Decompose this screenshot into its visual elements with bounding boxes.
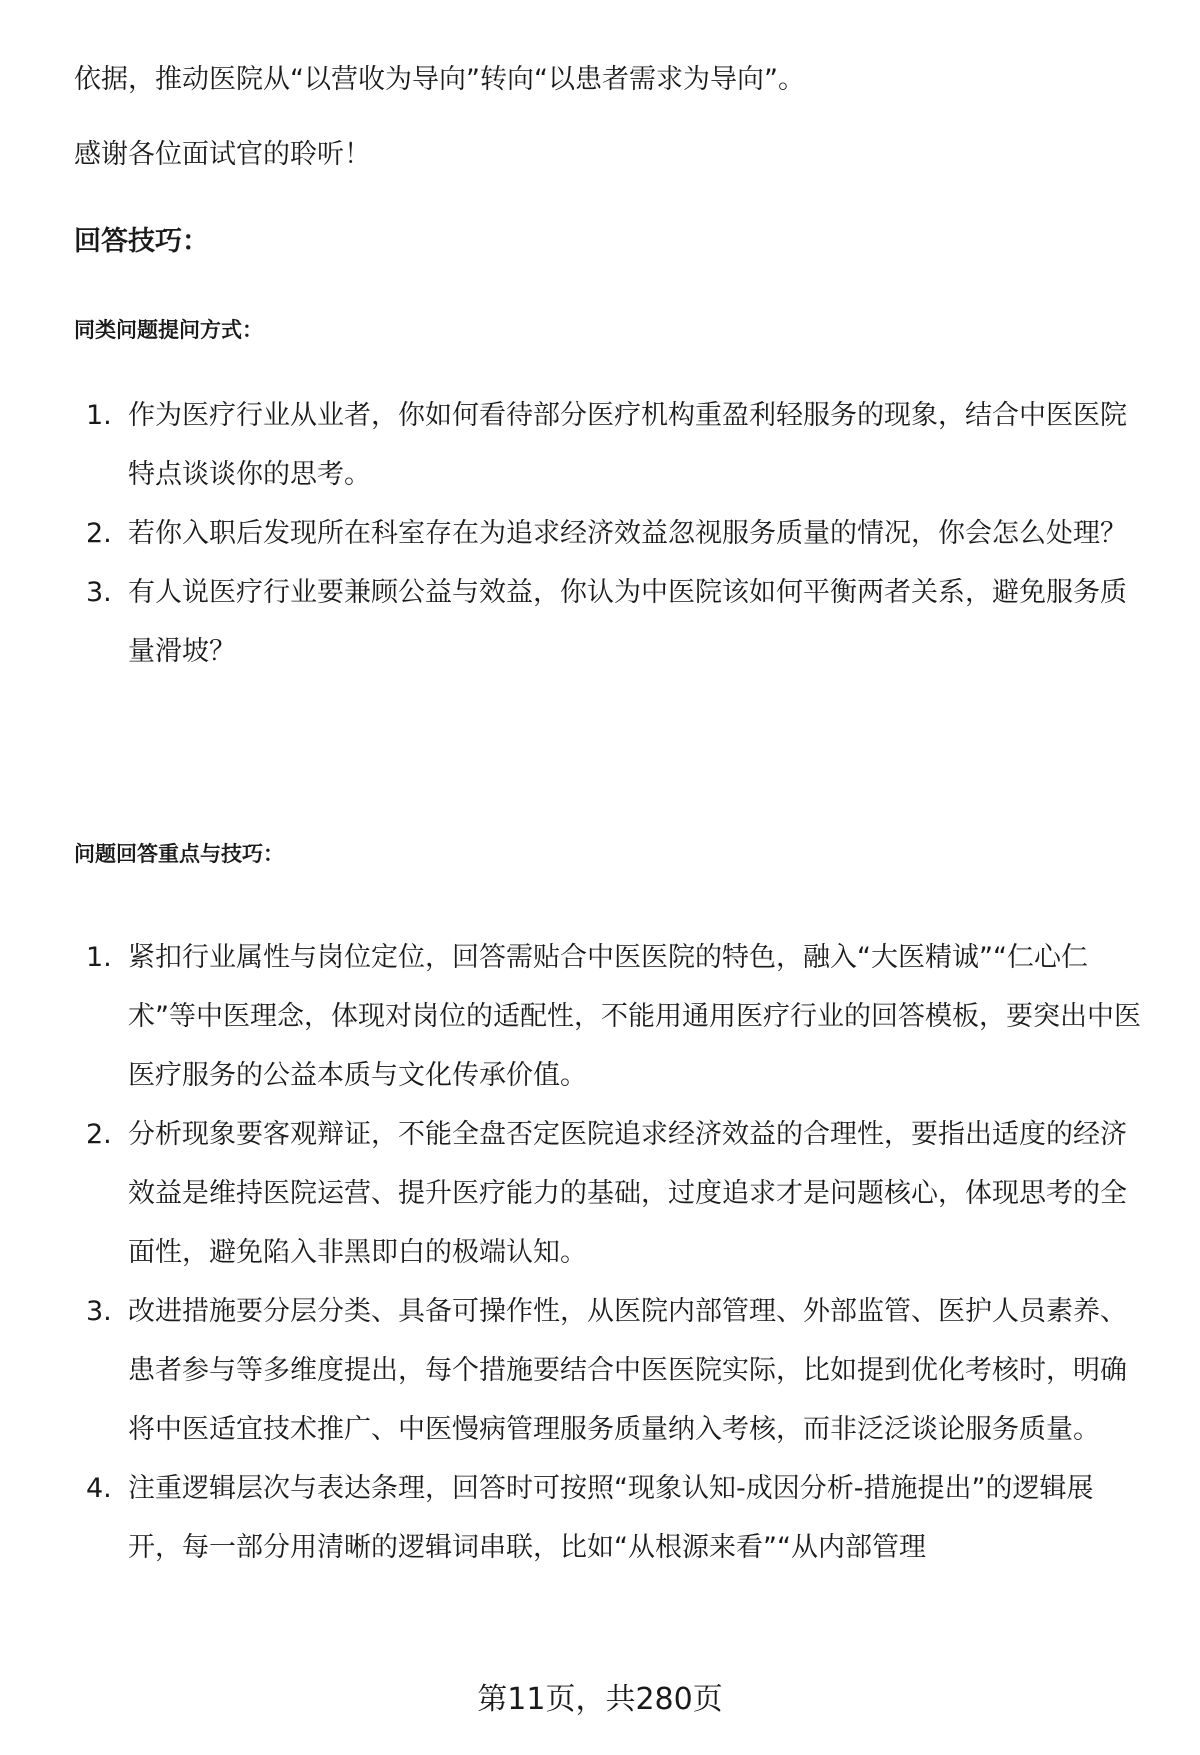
list-item-number: 3.: [86, 1296, 112, 1327]
list-item: [74, 504, 1144, 563]
list-item: [74, 563, 1144, 681]
list-item-text: 紧扣行业属性与岗位定位，回答需贴合中医医院的特色，融入“大医精诚”“仁心仁术”等中医理念，体现对岗位的适配性，不能用通用医疗行业的回答模板，要突出中医医疗服务的公益本质与文化传承价值。: [128, 942, 1141, 1091]
list-item-text: 注重逻辑层次与表达条理，回答时可按照“现象认知-成因分析-措施提出”的逻辑展开，每一部分用清晰的逻辑词串联，比如“从根源来看”“从内部管理: [128, 1473, 1094, 1563]
list-item: [74, 1282, 1144, 1459]
list-item: [74, 386, 1144, 504]
list-item-text: 分析现象要客观辩证，不能全盘否定医院追求经济效益的合理性，要指出适度的经济效益是维持医院运营、提升医疗能力的基础，过度追求才是问题核心，体现思考的全面性，避免陷入非黑即白的极端认知。: [128, 1119, 1127, 1268]
tips-title: 问题回答重点与技巧：: [74, 842, 284, 866]
list-item: [74, 928, 1144, 1105]
list-item-text: 作为医疗行业从业者，你如何看待部分医疗机构重盈利轻服务的现象，结合中医医院特点谈谈你的思考。: [128, 400, 1127, 490]
list-item-text: 若你入职后发现所在科室存在为追求经济效益忽视服务质量的情况，你会怎么处理？: [128, 518, 1127, 549]
list-item-number: 1.: [86, 942, 112, 973]
list-item-text: 有人说医疗行业要兼顾公益与效益，你认为中医院该如何平衡两者关系，避免服务质量滑坡？: [128, 577, 1127, 667]
intro-line-2: 感谢各位面试官的聆听！: [74, 139, 371, 170]
similar-questions-title: 同类问题提问方式：: [74, 318, 263, 342]
intro-line-1: 依据，推动医院从“以营收为导向”转向“以患者需求为导向”。: [74, 64, 805, 95]
list-item: [74, 1105, 1144, 1282]
list-item-text: 改进措施要分层分类、具备可操作性，从医院内部管理、外部监管、医护人员素养、患者参与等多维度提出，每个措施要结合中医医院实际，比如提到优化考核时，明确将中医适宜技术推广、中医慢病管理服务质量纳入考核，而非泛泛谈论服务质量。: [128, 1296, 1127, 1445]
list-item-number: 1.: [86, 400, 112, 431]
list-item-number: 3.: [86, 577, 112, 608]
list-item-number: 4.: [86, 1473, 112, 1504]
section-title: 回答技巧：: [74, 226, 209, 257]
list-item-number: 2.: [86, 518, 112, 549]
tips-list: [74, 928, 1144, 1577]
similar-questions-list: [74, 386, 1144, 681]
watermark: ​: [319, 580, 441, 738]
page-footer: 第11页，共280页: [477, 1682, 723, 1717]
list-item-number: 2.: [86, 1119, 112, 1150]
list-item: [74, 1459, 1144, 1577]
